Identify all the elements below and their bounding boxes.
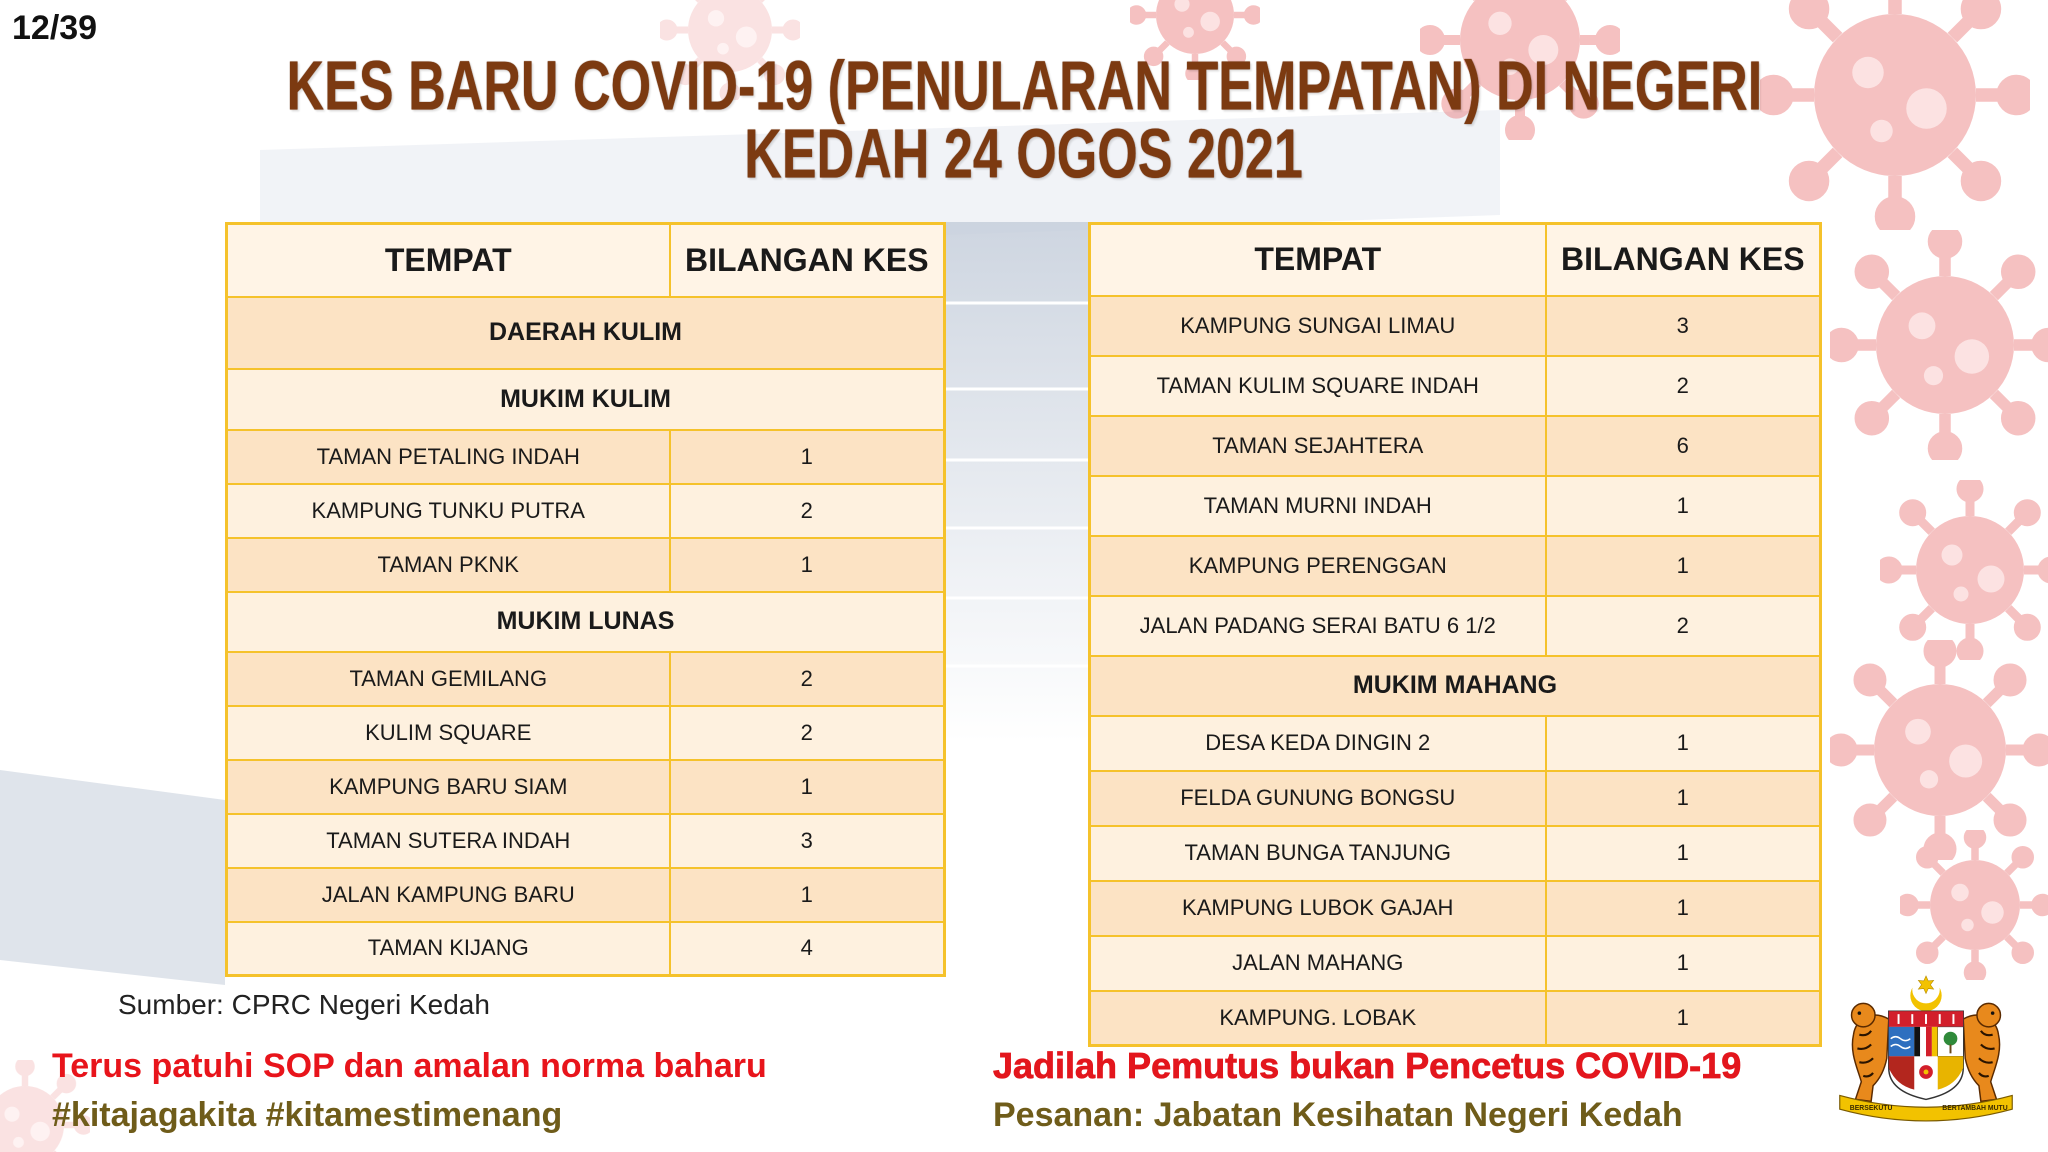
place-cell: DESA KEDA DINGIN 2 [1090, 716, 1546, 771]
cases-cell: 3 [1546, 296, 1821, 356]
place-cell: TAMAN PKNK [227, 538, 670, 592]
place-cell: KULIM SQUARE [227, 706, 670, 760]
header-cases: BILANGAN KES [1546, 224, 1821, 296]
gray-band-middle [943, 222, 1088, 742]
cases-cell: 1 [1546, 536, 1821, 596]
header-cases: BILANGAN KES [670, 224, 945, 297]
cases-cell: 3 [670, 814, 945, 868]
table-row [1090, 356, 1821, 416]
place-cell: TAMAN BUNGA TANJUNG [1090, 826, 1546, 881]
slogan: Jadilah Pemutus bukan Pencetus COVID-19 [993, 1045, 1742, 1086]
table-row [1090, 296, 1821, 356]
title-line-2: KEDAH 24 OGOS 2021 [744, 115, 1304, 194]
section-label: DAERAH KULIM [227, 297, 945, 369]
table-row [1090, 881, 1821, 936]
table-row [227, 652, 945, 706]
table-row [227, 814, 945, 868]
table-header-row [227, 224, 945, 297]
place-cell: JALAN PADANG SERAI BATU 6 1/2 [1090, 596, 1546, 656]
table-row [227, 538, 945, 592]
cases-cell: 1 [1546, 936, 1821, 991]
cases-cell: 2 [670, 706, 945, 760]
section-row [227, 369, 945, 430]
tiger-right-icon [1963, 1003, 2000, 1101]
place-cell: TAMAN KULIM SQUARE INDAH [1090, 356, 1546, 416]
section-row [227, 297, 945, 369]
title-line-1: KES BARU COVID-19 (PENULARAN TEMPATAN) DI NEGERI [286, 47, 1762, 126]
gray-band-left [0, 770, 225, 985]
table-row [1090, 476, 1821, 536]
message-from: Pesanan: Jabatan Kesihatan Negeri Kedah [993, 1096, 1683, 1134]
section-label: MUKIM MAHANG [1090, 656, 1821, 716]
cases-cell: 2 [1546, 596, 1821, 656]
section-label: MUKIM LUNAS [227, 592, 945, 652]
place-cell: KAMPUNG TUNKU PUTRA [227, 484, 670, 538]
source-note: Sumber: CPRC Negeri Kedah [118, 989, 490, 1020]
place-cell: KAMPUNG. LOBAK [1090, 991, 1546, 1046]
header-place: TEMPAT [227, 224, 670, 297]
motto-right: BERTAMBAH MUTU [1942, 1105, 2008, 1113]
cases-cell: 1 [1546, 991, 1821, 1046]
slide-title [0, 47, 2048, 194]
cases-cell: 4 [670, 922, 945, 976]
table-header-row [1090, 224, 1821, 296]
cases-cell: 1 [670, 430, 945, 484]
table-row [1090, 936, 1821, 991]
table-row [1090, 826, 1821, 881]
place-cell: TAMAN MURNI INDAH [1090, 476, 1546, 536]
place-cell: FELDA GUNUNG BONGSU [1090, 771, 1546, 826]
place-cell: TAMAN SUTERA INDAH [227, 814, 670, 868]
place-cell: JALAN KAMPUNG BARU [227, 868, 670, 922]
virus-decoration [1830, 230, 2048, 460]
place-cell: TAMAN SEJAHTERA [1090, 416, 1546, 476]
place-cell: KAMPUNG BARU SIAM [227, 760, 670, 814]
cases-cell: 1 [1546, 771, 1821, 826]
virus-decoration [1880, 480, 2048, 660]
virus-decoration [1900, 830, 2048, 980]
table-row [1090, 416, 1821, 476]
sop-message: Terus patuhi SOP dan amalan norma baharu [52, 1047, 767, 1085]
cases-cell: 1 [670, 868, 945, 922]
table-row [227, 868, 945, 922]
motto-left: BERSEKUTU [1849, 1105, 1893, 1113]
place-cell: TAMAN KIJANG [227, 922, 670, 976]
page-indicator: 12/39 [12, 9, 98, 47]
table-row [227, 706, 945, 760]
cases-cell: 2 [670, 652, 945, 706]
place-cell: KAMPUNG SUNGAI LIMAU [1090, 296, 1546, 356]
header-place: TEMPAT [1090, 224, 1546, 296]
cases-cell: 1 [1546, 716, 1821, 771]
table-row [227, 430, 945, 484]
table-row [227, 484, 945, 538]
cases-cell: 1 [1546, 476, 1821, 536]
shield-icon [1889, 1011, 1963, 1099]
virus-decoration [1830, 640, 2048, 860]
section-label: MUKIM KULIM [227, 369, 945, 430]
cases-table-right [1088, 222, 1822, 1047]
place-cell: TAMAN PETALING INDAH [227, 430, 670, 484]
table-row [1090, 596, 1821, 656]
table-row [1090, 716, 1821, 771]
section-row [1090, 656, 1821, 716]
table-row [1090, 991, 1821, 1046]
table-row [227, 760, 945, 814]
table-row [227, 922, 945, 976]
cases-cell: 1 [670, 538, 945, 592]
cases-table-left [225, 222, 946, 977]
cases-cell: 2 [670, 484, 945, 538]
section-row [227, 592, 945, 652]
place-cell: KAMPUNG LUBOK GAJAH [1090, 881, 1546, 936]
table-row [1090, 536, 1821, 596]
hashtags: #kitajagakita #kitamestimenang [52, 1096, 563, 1134]
tiger-left-icon [1852, 1003, 1889, 1101]
cases-cell: 1 [670, 760, 945, 814]
place-cell: TAMAN GEMILANG [227, 652, 670, 706]
jata-negara-icon [1828, 970, 2024, 1122]
place-cell: KAMPUNG PERENGGAN [1090, 536, 1546, 596]
cases-cell: 1 [1546, 881, 1821, 936]
cases-cell: 6 [1546, 416, 1821, 476]
place-cell: JALAN MAHANG [1090, 936, 1546, 991]
table-row [1090, 771, 1821, 826]
cases-cell: 1 [1546, 826, 1821, 881]
cases-cell: 2 [1546, 356, 1821, 416]
